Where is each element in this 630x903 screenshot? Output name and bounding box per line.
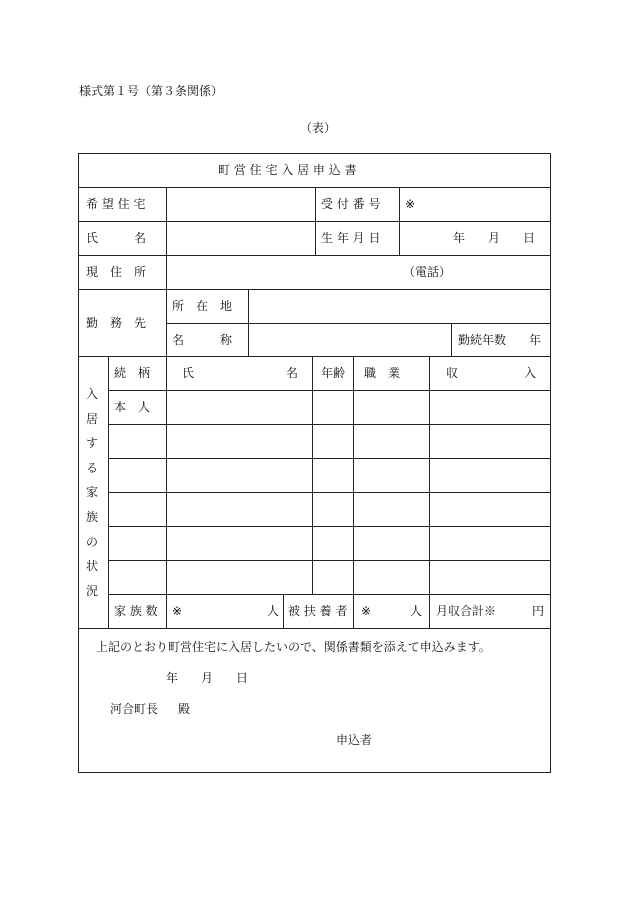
row-line bbox=[108, 424, 551, 425]
row-line bbox=[108, 594, 551, 595]
row-line bbox=[108, 458, 551, 459]
declaration-statement: 上記のとおり町営住宅に入居したいので、関係書類を添えて申込みます。 bbox=[96, 640, 491, 654]
addressee: 河合町長 bbox=[110, 702, 159, 716]
member-name-header: 氏 bbox=[182, 366, 195, 380]
dependents-label: 被 扶 養 者 bbox=[288, 604, 348, 618]
date-month-label: 月 bbox=[201, 671, 214, 685]
workplace-label: 勤 務 先 bbox=[86, 316, 147, 330]
family-status-char: 族 bbox=[86, 509, 99, 524]
address-label: 現 住 所 bbox=[86, 265, 147, 279]
years-unit: 年 bbox=[529, 333, 542, 347]
family-status-char: 居 bbox=[86, 411, 99, 426]
form-side-label: （表） bbox=[300, 121, 337, 135]
dependents-unit: 人 bbox=[410, 604, 423, 618]
family-status-char: の bbox=[86, 534, 99, 549]
col-line bbox=[399, 187, 400, 255]
family-status-char: 入 bbox=[86, 387, 99, 401]
date-day-label: 日 bbox=[236, 671, 249, 685]
family-count-mark: ※ bbox=[172, 604, 183, 618]
row-line bbox=[108, 492, 551, 493]
member-name-header-right: 名 bbox=[286, 366, 299, 380]
birth-year-label: 年 bbox=[453, 231, 466, 245]
family-status-char: 況 bbox=[86, 583, 99, 598]
family-status-char: る bbox=[86, 460, 99, 475]
row-line bbox=[78, 289, 551, 290]
col-line bbox=[429, 356, 430, 628]
monthly-income-unit: 円 bbox=[532, 604, 545, 618]
relationship-header: 続 柄 bbox=[114, 366, 151, 380]
col-line bbox=[315, 187, 316, 255]
honorific: 殿 bbox=[178, 702, 191, 716]
row-line bbox=[166, 323, 551, 324]
dependents-mark: ※ bbox=[361, 604, 372, 618]
form-title: 町 営 住 宅 入 居 申 込 書 bbox=[218, 163, 357, 177]
applicant-label: 申込者 bbox=[336, 733, 373, 747]
row-line bbox=[108, 560, 551, 561]
income-header-right: 入 bbox=[524, 366, 537, 380]
monthly-income-label: 月収合計※ bbox=[436, 604, 497, 618]
reception-number-mark: ※ bbox=[405, 197, 416, 211]
col-line bbox=[166, 187, 167, 356]
row-line bbox=[108, 390, 551, 391]
income-header: 収 bbox=[446, 366, 459, 380]
reception-number-label: 受 付 番 号 bbox=[321, 197, 381, 211]
col-line bbox=[166, 356, 167, 628]
row-line bbox=[78, 356, 551, 357]
col-line bbox=[312, 356, 313, 594]
family-status-char: 家 bbox=[86, 485, 99, 500]
years-of-service-label: 勤続年数 bbox=[458, 333, 507, 347]
col-line bbox=[353, 356, 354, 628]
family-count-label: 家 族 数 bbox=[114, 604, 158, 618]
workplace-location-label: 所 在 地 bbox=[172, 299, 233, 313]
family-status-char: す bbox=[86, 436, 99, 451]
form-number: 様式第１号（第３条関係） bbox=[79, 84, 224, 98]
phone-label: （電話） bbox=[403, 265, 452, 279]
family-count-unit: 人 bbox=[267, 604, 280, 618]
col-line bbox=[248, 289, 249, 356]
row-line bbox=[78, 255, 551, 256]
row-line bbox=[78, 628, 551, 629]
date-year-label: 年 bbox=[166, 671, 179, 685]
desired-housing-label: 希 望 住 宅 bbox=[86, 197, 146, 211]
occupation-header: 職 業 bbox=[364, 366, 401, 380]
col-line bbox=[451, 323, 452, 356]
birth-month-label: 月 bbox=[488, 231, 501, 245]
col-line bbox=[108, 356, 109, 628]
col-line bbox=[283, 594, 284, 628]
row-line bbox=[108, 526, 551, 527]
name-label: 氏 名 bbox=[86, 231, 147, 245]
birth-day-label: 日 bbox=[523, 231, 536, 245]
self-label: 本 人 bbox=[114, 400, 151, 414]
family-status-char: 状 bbox=[86, 559, 99, 574]
age-header: 年齢 bbox=[321, 366, 346, 380]
family-status-label bbox=[86, 382, 98, 603]
workplace-name-label: 名 称 bbox=[172, 333, 233, 347]
birth-date-label: 生 年 月 日 bbox=[321, 231, 381, 245]
